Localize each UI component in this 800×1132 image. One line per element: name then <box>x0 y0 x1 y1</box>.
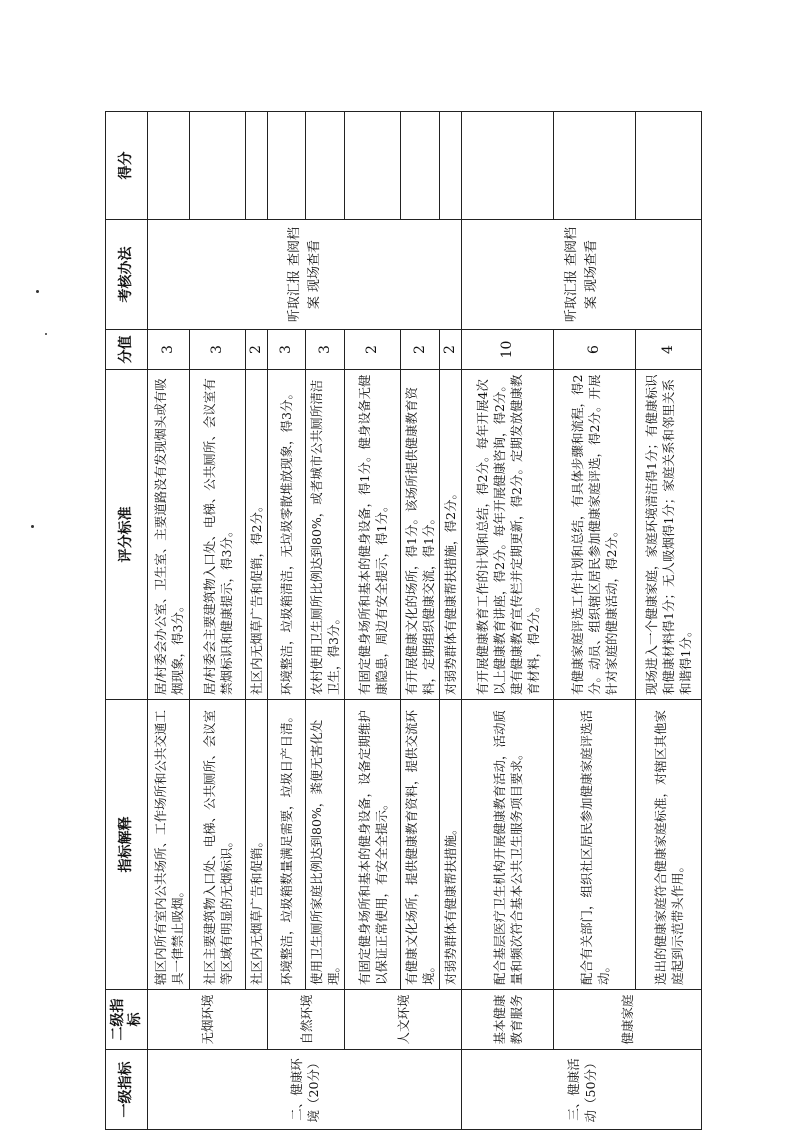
evaluation-table <box>105 111 702 1130</box>
points-cell: 4 <box>636 330 702 370</box>
scan-speck <box>45 333 47 335</box>
criteria-cell: 现场进入一个健康家庭，家庭环境清洁得1分；有健康标识和健康材料得1分；无人吸烟得1分；家庭关系和邻里关系和谐得1分。 <box>636 370 702 700</box>
score-cell <box>440 112 462 220</box>
score-cell <box>190 112 246 220</box>
points-cell: 3 <box>190 330 246 370</box>
level1-health-environment: 二、健康环境（20分） <box>148 1050 462 1130</box>
scan-speck <box>31 525 34 528</box>
explanation-cell: 环境整洁，垃圾箱数量满足需要，垃圾日产日清。 <box>268 700 306 990</box>
level2-smokefree: 无烟环境 <box>148 990 268 1050</box>
criteria-cell: 有开展健康教育工作的计划和总结，得2分。每年开展4次以上健康教育讲座，得2分。每年开展健康咨询，得2分。建有健康教育宣传栏并定期更新，得2分。定期发放健康教育材料，得2分。 <box>462 370 554 700</box>
criteria-cell: 有健康家庭评选工作计划和总结，有具体步骤和流程，得2分。动员、组织辖区居民参加健康家庭评选，得2分。开展针对家庭的健康活动，得2分。 <box>554 370 636 700</box>
explanation-cell: 有健康文化场所，提供健康教育资料，提供交流环境。 <box>401 700 440 990</box>
criteria-cell: 居/村委会主要建筑物入口处、电梯、公共厕所、会议室有禁烟标识和健康提示，得3分。 <box>190 370 246 700</box>
explanation-cell: 选出的健康家庭符合健康家庭标准，对辖区其他家庭起到示范带头作用。 <box>636 700 702 990</box>
header-level2: 二级指标 <box>106 990 148 1050</box>
header-method: 考核办法 <box>106 220 148 330</box>
points-cell: 2 <box>345 330 401 370</box>
explanation-cell: 辖区内所有室内公共场所、工作场所和公共交通工具一律禁止吸烟。 <box>148 700 190 990</box>
criteria-cell: 社区内无烟草广告和促销，得2分。 <box>246 370 268 700</box>
criteria-cell: 农村使用卫生厕所比例达到80%，或者城市公共厕所清洁卫生，得3分。 <box>306 370 345 700</box>
score-cell <box>268 112 306 220</box>
points-cell: 6 <box>554 330 636 370</box>
explanation-cell: 有固定健身场所和基本的健身设备，设备定期维护以保证正常使用，有安全全提示。 <box>345 700 401 990</box>
explanation-cell: 社区主要建筑物入口处、电梯、公共厕所、会议室等区域有明显的无烟标识。 <box>190 700 246 990</box>
points-cell: 2 <box>401 330 440 370</box>
score-cell <box>148 112 190 220</box>
header-row <box>106 112 148 1130</box>
criteria-cell: 环境整洁，垃圾箱清洁，无垃圾零散堆放现象，得3分。 <box>268 370 306 700</box>
header-explanation: 指标解释 <box>106 700 148 990</box>
points-cell: 2 <box>246 330 268 370</box>
score-cell <box>306 112 345 220</box>
criteria-cell: 对弱势群体有健康帮扶措施，得2分。 <box>440 370 462 700</box>
header-score: 得分 <box>106 112 148 220</box>
points-cell: 3 <box>306 330 345 370</box>
header-criteria: 评分标准 <box>106 370 148 700</box>
table-row <box>148 112 190 1130</box>
score-cell <box>636 112 702 220</box>
level1-health-activity: 三、健康活动（50分） <box>462 1050 702 1130</box>
score-cell <box>462 112 554 220</box>
method-cell-environment: 听取汇报 查阅档案 现场查看 <box>148 220 462 330</box>
score-cell <box>246 112 268 220</box>
points-cell: 2 <box>440 330 462 370</box>
explanation-cell: 使用卫生厕所家庭比例达到80%，粪便无害化处理。 <box>306 700 345 990</box>
criteria-cell: 有固定健身场所和基本的健身设备，得1分。健身设备无健康隐患，周边有安全提示，得1分。 <box>345 370 401 700</box>
explanation-cell: 社区内无烟草广告和促销。 <box>246 700 268 990</box>
level2-basic-health-education: 基本健康教育服务 <box>462 990 554 1050</box>
points-cell: 3 <box>268 330 306 370</box>
explanation-cell: 配合有关部门，组织社区居民参加健康家庭评选活动。 <box>554 700 636 990</box>
score-cell <box>401 112 440 220</box>
criteria-cell: 有开展健康文化的场所，得1分。该场所提供健康教育资料，定期组织健康交流，得1分。 <box>401 370 440 700</box>
table-row <box>462 112 554 1130</box>
score-cell <box>554 112 636 220</box>
explanation-cell: 配合基层医疗卫生机构开展健康教育活动，活动质量和频次符合基本公共卫生服务项目要求。 <box>462 700 554 990</box>
level2-natural-environment: 自然环境 <box>268 990 345 1050</box>
level2-healthy-family: 健康家庭 <box>554 990 702 1050</box>
criteria-cell: 居/村委会办公室、卫生室、主要道路没有发现烟头或有吸烟现象，得3分。 <box>148 370 190 700</box>
points-cell: 10 <box>462 330 554 370</box>
rotated-page <box>105 112 695 1130</box>
level2-cultural-environment: 人文环境 <box>345 990 462 1050</box>
scan-speck <box>36 290 39 293</box>
points-cell: 3 <box>148 330 190 370</box>
header-points: 分值 <box>106 330 148 370</box>
explanation-cell: 对弱势群体有健康帮扶措施。 <box>440 700 462 990</box>
header-level1: 一级指标 <box>106 1050 148 1130</box>
method-cell-activity: 听取汇报 查阅档案 现场查看 <box>462 220 702 330</box>
score-cell <box>345 112 401 220</box>
